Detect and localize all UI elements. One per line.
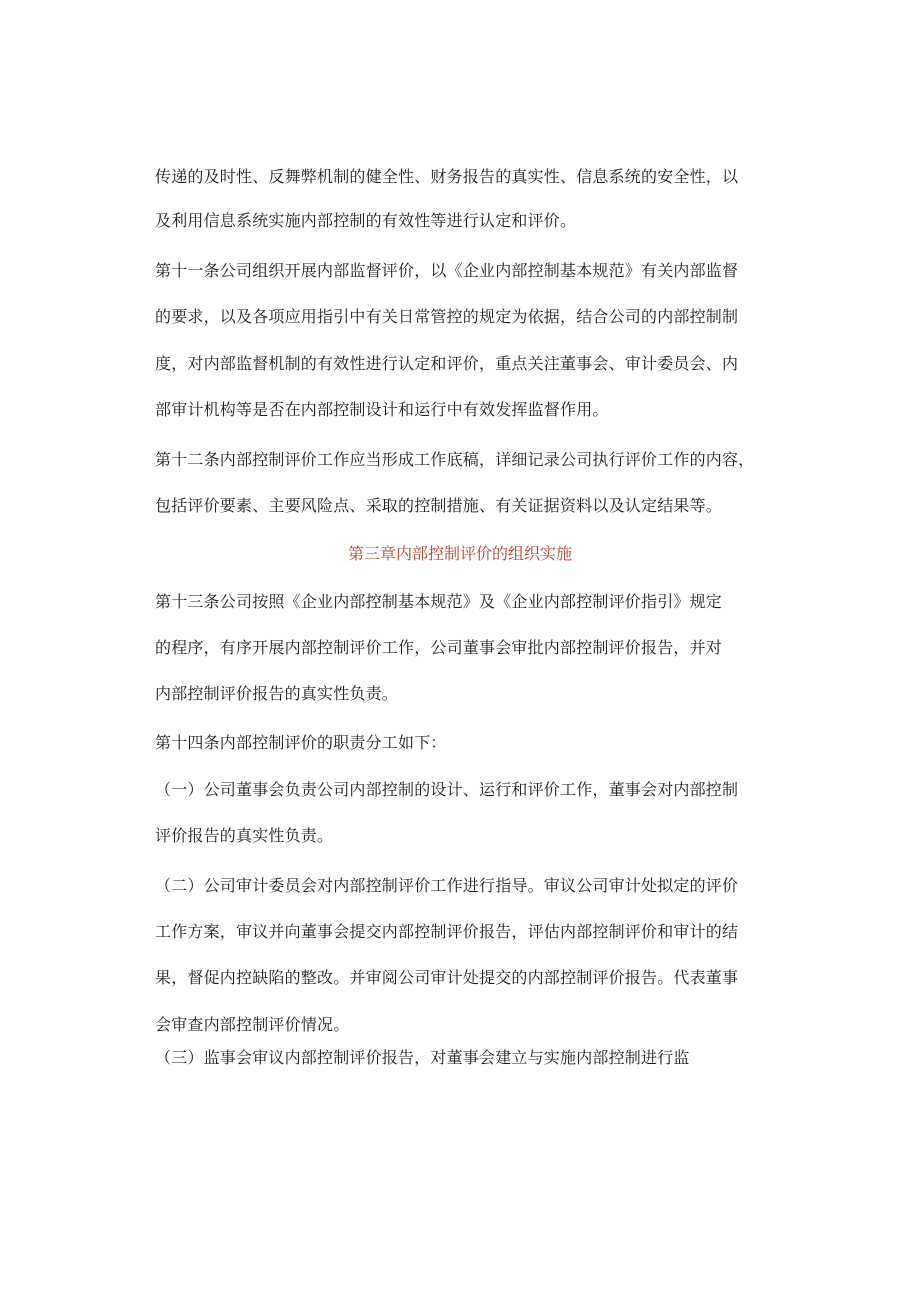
paragraph-line: 评价报告的真实性负责。 <box>155 826 334 845</box>
paragraph-line: 部审计机构等是否在内部控制设计和运行中有效发挥监督作用。 <box>155 400 609 419</box>
paragraph-line: 及利用信息系统实施内部控制的有效性等进行认定和评价。 <box>155 211 577 230</box>
article-12-line: 第十二条内部控制评价工作应当形成工作底稿，详细记录公司执行评价工作的内容， <box>155 450 755 469</box>
paragraph-line: 包括评价要素、主要风险点、采取的控制措施、有关证据资料以及认定结果等。 <box>155 496 723 515</box>
paragraph-line: 果，督促内控缺陷的整改。并审阅公司审计处提交的内部控制评价报告。代表董事 <box>155 968 739 987</box>
chapter-heading: 第三章内部控制评价的组织实施 <box>347 544 572 563</box>
article-11-line: 第十一条公司组织开展内部监督评价，以《企业内部控制基本规范》有关内部监督 <box>155 261 739 280</box>
list-item-1-line: （一）公司董事会负责公司内部控制的设计、运行和评价工作，董事会对内部控制 <box>155 780 739 799</box>
article-13-line: 第十三条公司按照《企业内部控制基本规范》及《企业内部控制评价指引》规定 <box>155 592 723 611</box>
paragraph-line: 的要求，以及各项应用指引中有关日常管控的规定为依据，结合公司的内部控制制 <box>155 307 739 326</box>
paragraph-line: 会审查内部控制评价情况。 <box>155 1015 350 1034</box>
paragraph-line: 的程序，有序开展内部控制评价工作，公司董事会审批内部控制评价报告，并对 <box>155 638 723 657</box>
paragraph-line: 工作方案，审议并向董事会提交内部控制评价报告，评估内部控制评价和审计的结 <box>155 922 739 941</box>
list-item-3-line: （三）监事会审议内部控制评价报告，对董事会建立与实施内部控制进行监 <box>155 1048 690 1067</box>
paragraph-line: 内部控制评价报告的真实性负责。 <box>155 684 399 703</box>
list-item-2-line: （二）公司审计委员会对内部控制评价工作进行指导。审议公司审计处拟定的评价 <box>155 876 739 895</box>
paragraph-line: 度，对内部监督机制的有效性进行认定和评价，重点关注董事会、审计委员会、内 <box>155 354 739 373</box>
paragraph-line: 传递的及时性、反舞弊机制的健全性、财务报告的真实性、信息系统的安全性，以 <box>155 167 739 186</box>
article-14-line: 第十四条内部控制评价的职责分工如下： <box>155 733 447 752</box>
